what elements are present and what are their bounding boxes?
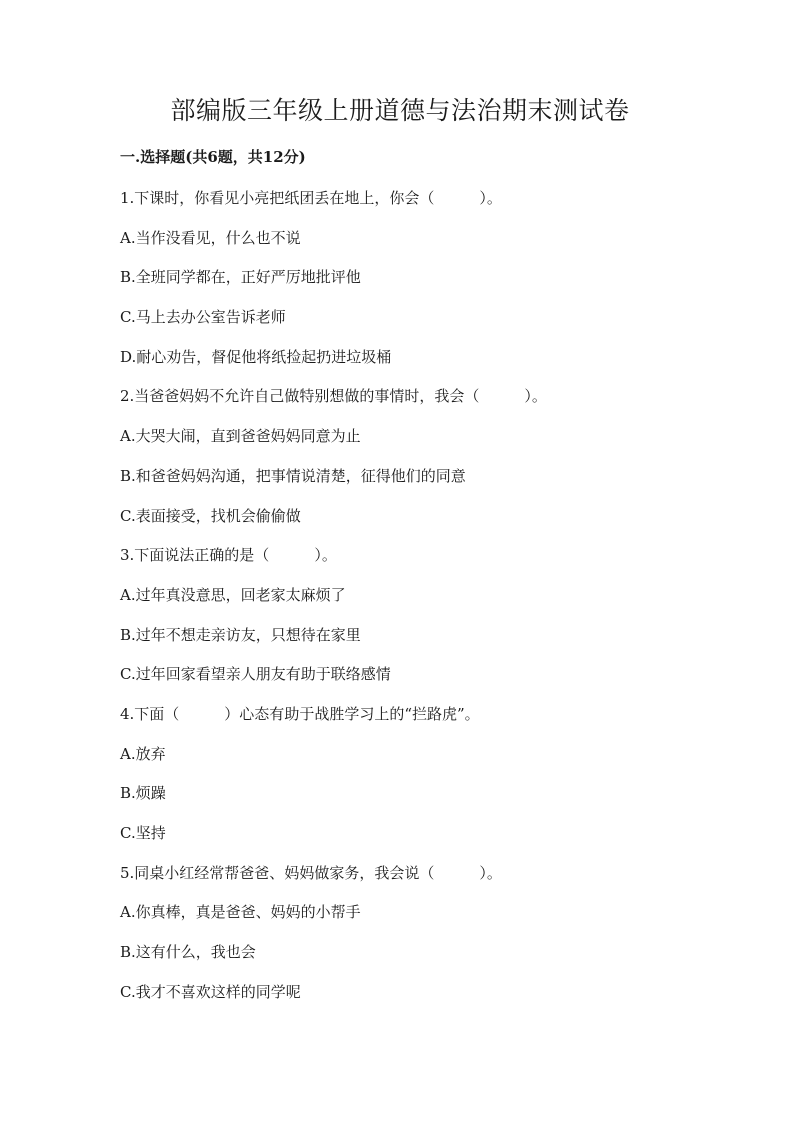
question-1-option-c: C.马上去办公室告诉老师 [120, 308, 286, 327]
question-1: 1.下课时，你看见小亮把纸团丢在地上，你会（ ）。 [120, 189, 502, 207]
question-5-option-c: C.我才不喜欢这样的同学呢 [120, 982, 301, 1001]
question-2-option-b: B.和爸爸妈妈沟通，把事情说清楚，征得他们的同意 [120, 466, 466, 485]
question-2: 2.当爸爸妈妈不允许自己做特别想做的事情时，我会（ ）。 [120, 387, 547, 406]
question-1-option-a: A.当作没看见，什么也不说 [120, 228, 301, 247]
question-list [120, 186, 720, 1019]
question-4-option-b: B.烦躁 [120, 784, 166, 803]
question-2-option-c: C.表面接受，找机会偷偷做 [120, 506, 301, 525]
question-3-option-b: B.过年不想走亲访友，只想待在家里 [120, 625, 361, 644]
page-title: 部编版三年级上册道德与法治期末测试卷 [170, 96, 630, 125]
question-3-option-a: A.过年真没意思，回老家太麻烦了 [120, 585, 346, 604]
question-4-option-a: A.放弃 [120, 744, 166, 763]
question-5: 5.同桌小红经常帮爸爸、妈妈做家务，我会说（ ）。 [120, 863, 502, 882]
question-3: 3.下面说法正确的是（ ）。 [120, 546, 337, 565]
question-5-option-b: B.这有什么，我也会 [120, 943, 256, 962]
section-heading: 一.选择题(共6题，共12分) [120, 148, 306, 166]
question-1-option-d: D.耐心劝告，督促他将纸捡起扔进垃圾桶 [120, 347, 392, 366]
question-1-option-b: B.全班同学都在，正好严厉地批评他 [120, 268, 361, 287]
question-2-option-a: A.大哭大闹，直到爸爸妈妈同意为止 [120, 427, 361, 446]
question-4-option-c: C.坚持 [120, 824, 166, 842]
question-5-option-a: A.你真棒，真是爸爸、妈妈的小帮手 [120, 903, 361, 922]
question-3-option-c: C.过年回家看望亲人朋友有助于联络感情 [120, 665, 391, 684]
question-4: 4.下面（ ）心态有助于战胜学习上的“拦路虎”。 [120, 704, 480, 723]
